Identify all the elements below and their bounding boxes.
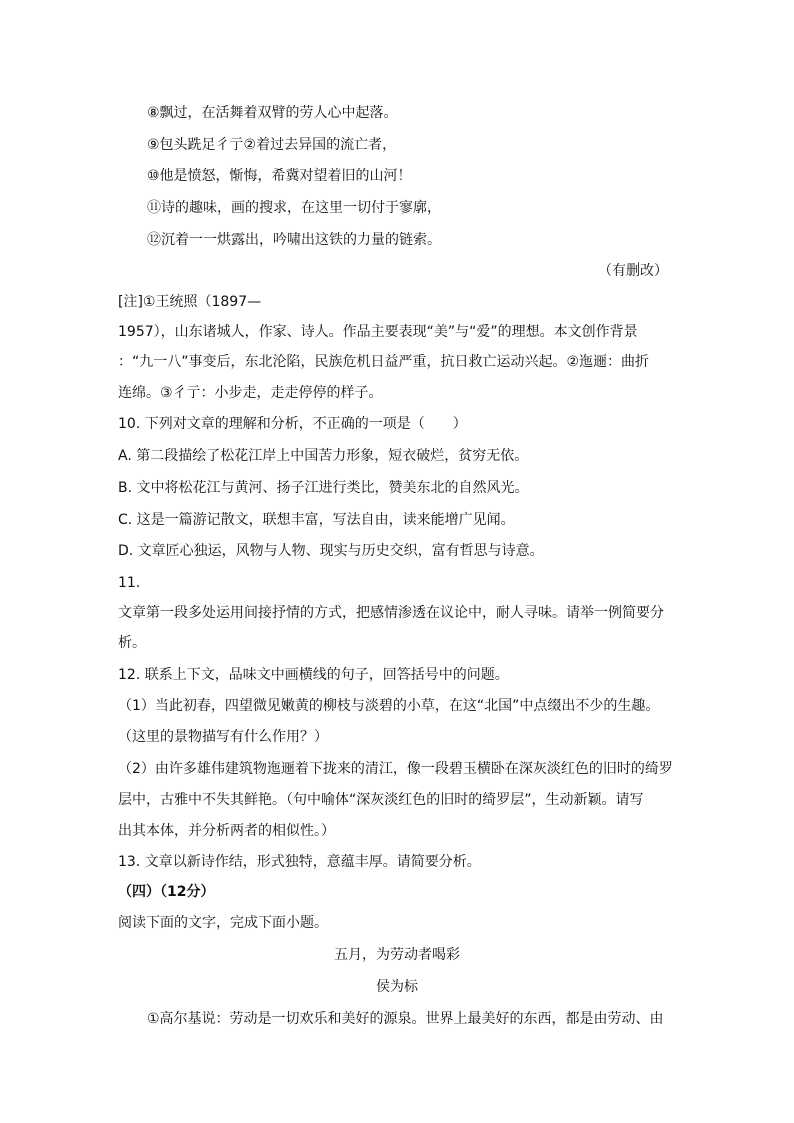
question-12-part-2-line-2: 层中，古雅中不失其鲜艳。（句中喻体“深灰淡红色的旧时的绮罗层”，生动新颖。请写 bbox=[118, 792, 644, 808]
question-11-line-1: 文章第一段多处运用间接抒情的方式，把感情渗透在议论中，耐人寻味。请举一例简要分 bbox=[118, 605, 664, 621]
section-4-heading: （四）（12分） bbox=[118, 884, 215, 900]
question-10-stem: 10. 下列对文章的理解和分析，不正确的一项是（ ） bbox=[118, 416, 467, 432]
poem-line-12: ⑫沉着一一烘露出，吟啸出这铁的力量的链索。 bbox=[147, 232, 441, 248]
question-12-stem: 12. 联系上下文，品味文中画横线的句子，回答括号中的问题。 bbox=[118, 667, 509, 683]
question-11-number: 11. bbox=[118, 575, 141, 591]
question-10-option-b: B. 文中将松花江与黄河、扬子江进行类比，赞美东北的自然风光。 bbox=[118, 480, 529, 496]
poem-line-10: ⑩他是愤怒，惭悔，希冀对望着旧的山河！ bbox=[147, 168, 412, 184]
question-11-line-2: 析。 bbox=[118, 635, 146, 651]
question-10-option-c: C. 这是一篇游记散文，联想丰富，写法自由，读来能增广见闻。 bbox=[118, 512, 515, 528]
question-10-option-d: D. 文章匠心独运，风物与人物、现实与历史交织，富有哲思与诗意。 bbox=[118, 543, 544, 559]
source-note: （有删改） bbox=[598, 263, 668, 279]
question-12-part-1-line-2: （这里的景物描写有什么作用？） bbox=[118, 729, 328, 745]
article-author: 侯为标 bbox=[376, 979, 418, 995]
note-line-4: 连绵。③彳亍：小步走，走走停停的样子。 bbox=[118, 385, 383, 401]
section-4-instruction: 阅读下面的文字，完成下面小题。 bbox=[118, 915, 328, 931]
question-12-part-2-line-1: （2）由许多雄伟建筑物迤逦着下拢来的清江，像一段碧玉横卧在深灰淡红色的旧时的绮罗 bbox=[118, 761, 673, 777]
poem-line-11: ⑪诗的趣味，画的搜求，在这里一切付于寥廓， bbox=[147, 200, 441, 216]
question-10-option-a: A. 第二段描绘了松花江岸上中国苦力形象，短衣破烂，贫穷无依。 bbox=[118, 448, 529, 464]
note-line-2: 1957），山东诸城人，作家、诗人。作品主要表现“美”与“爱”的理想。本文创作背景 bbox=[118, 324, 638, 340]
article-paragraph-1: ①高尔基说：劳动是一切欢乐和美好的源泉。世界上最美好的东西，都是由劳动、由 bbox=[147, 1011, 664, 1027]
note-line-3: ：“九一八”事变后，东北沦陷，民族危机日益严重，抗日救亡运动兴起。②迤逦：曲折 bbox=[118, 354, 650, 370]
poem-line-8: ⑧飘过，在活舞着双臂的劳人心中起落。 bbox=[147, 105, 398, 121]
question-12-part-1-line-1: （1）当此初春，四望微见嫩黄的柳枝与淡碧的小草，在这“北国”中点缀出不少的生趣。 bbox=[118, 698, 660, 714]
question-13: 13. 文章以新诗作结，形式独特，意蕴丰厚。请简要分析。 bbox=[118, 854, 481, 870]
article-title: 五月，为劳动者喝彩 bbox=[334, 947, 460, 963]
poem-line-9: ⑨包头跣足彳亍②着过去异国的流亡者， bbox=[147, 137, 397, 153]
question-12-part-2-line-3: 出其本体，并分析两者的相似性。） bbox=[118, 823, 335, 839]
note-line-1: [注]①王统照（1897— bbox=[118, 294, 262, 310]
